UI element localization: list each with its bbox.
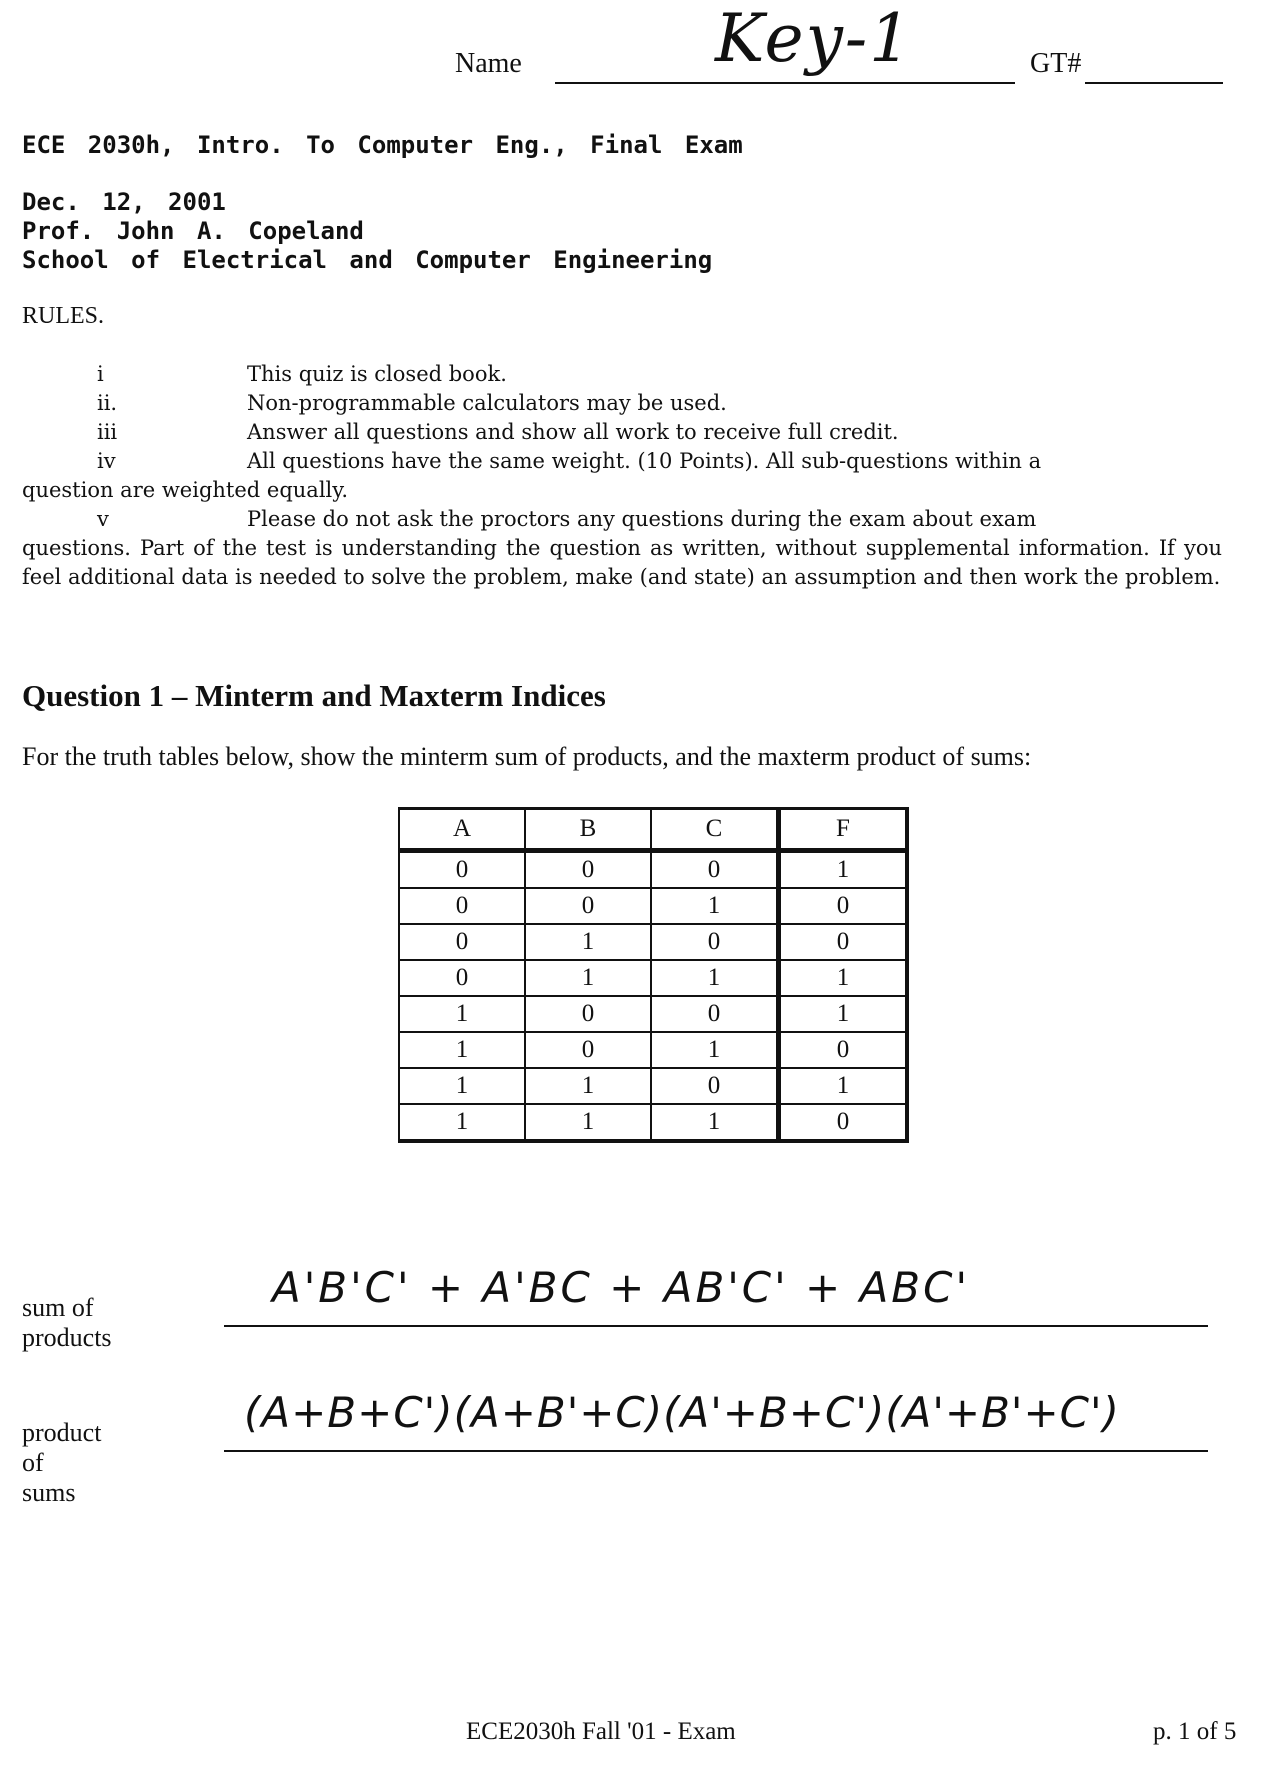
truth-table-row bbox=[399, 1068, 907, 1104]
rule-item bbox=[22, 418, 1222, 447]
truth-table-cell: 1 bbox=[399, 1068, 525, 1104]
rule-number: v bbox=[97, 507, 109, 531]
truth-table-cell: 1 bbox=[399, 1104, 525, 1141]
rule-number: i bbox=[97, 362, 104, 386]
pos-label: product of sums bbox=[22, 1418, 102, 1507]
truth-table-cell: 1 bbox=[651, 960, 779, 996]
sop-line bbox=[224, 1325, 1208, 1327]
truth-table-row bbox=[399, 996, 907, 1032]
pos-line bbox=[224, 1450, 1208, 1452]
truth-table-cell: 0 bbox=[525, 996, 651, 1032]
truth-table-cell: 1 bbox=[779, 996, 908, 1032]
truth-table-cell: 1 bbox=[399, 996, 525, 1032]
name-line bbox=[555, 82, 1015, 84]
truth-table-row bbox=[399, 924, 907, 960]
truth-table-cell: 1 bbox=[779, 1068, 908, 1104]
question-title: Question 1 – Minterm and Maxterm Indices bbox=[22, 678, 606, 713]
truth-table bbox=[398, 807, 909, 1143]
rule-item bbox=[22, 447, 1222, 505]
truth-table-cell: 0 bbox=[651, 996, 779, 1032]
truth-table-cell: 0 bbox=[779, 1032, 908, 1068]
truth-table-cell: 1 bbox=[525, 924, 651, 960]
rule-continuation: question are weighted equally. bbox=[22, 478, 349, 502]
rule-continuation: questions. Part of the test is understanding the question as written, without supplemental information. If you feel additional data is needed to solve the problem, make (and state) an assumption and then work the problem. bbox=[22, 536, 1222, 589]
truth-table-cell: 1 bbox=[399, 1032, 525, 1068]
truth-table-cell: 1 bbox=[651, 1032, 779, 1068]
truth-table-cell: 1 bbox=[651, 1104, 779, 1141]
rule-item bbox=[22, 360, 1222, 389]
truth-table-cell: 1 bbox=[525, 1104, 651, 1141]
rule-text: Answer all questions and show all work to receive full credit. bbox=[247, 420, 899, 444]
truth-table-cell: 0 bbox=[779, 1104, 908, 1141]
header-f: F bbox=[779, 809, 908, 851]
truth-table-cell: 0 bbox=[779, 924, 908, 960]
gt-line bbox=[1085, 82, 1223, 84]
truth-table-cell: 0 bbox=[399, 924, 525, 960]
truth-table-body bbox=[399, 851, 907, 1142]
truth-table-row bbox=[399, 888, 907, 924]
rule-text: This quiz is closed book. bbox=[247, 362, 507, 386]
truth-table-row bbox=[399, 1032, 907, 1068]
course-title: ECE 2030h, Intro. To Computer Eng., Final Exam bbox=[22, 131, 743, 159]
rule-item bbox=[22, 505, 1222, 592]
truth-table-cell: 0 bbox=[779, 888, 908, 924]
pos-handwritten-value: (A+B+C')(A+B'+C)(A'+B+C')(A'+B'+C') bbox=[244, 1388, 1120, 1437]
truth-table-cell: 0 bbox=[651, 1068, 779, 1104]
gt-label: GT# bbox=[1030, 48, 1082, 79]
question-prompt: For the truth tables below, show the minterm sum of products, and the maxterm product of sums: bbox=[22, 742, 1032, 771]
rules-list bbox=[22, 360, 1222, 592]
truth-table-cell: 1 bbox=[779, 960, 908, 996]
exam-date: Dec. 12, 2001 bbox=[22, 188, 226, 216]
header-c: C bbox=[651, 809, 779, 851]
truth-table-cell: 1 bbox=[651, 888, 779, 924]
rules-title: RULES. bbox=[22, 303, 105, 329]
truth-table-cell: 0 bbox=[525, 851, 651, 889]
rule-text: Non-programmable calculators may be used. bbox=[247, 391, 727, 415]
truth-table-cell: 0 bbox=[525, 1032, 651, 1068]
truth-table-cell: 0 bbox=[399, 888, 525, 924]
footer-course: ECE2030h Fall '01 - Exam bbox=[466, 1718, 736, 1745]
rule-number: ii. bbox=[97, 391, 118, 415]
page-number: p. 1 of 5 bbox=[1153, 1718, 1237, 1745]
truth-table-cell: 1 bbox=[779, 851, 908, 889]
rule-number: iii bbox=[97, 420, 118, 444]
truth-table-row bbox=[399, 960, 907, 996]
truth-table-cell: 0 bbox=[399, 960, 525, 996]
sop-label: sum of products bbox=[22, 1293, 112, 1352]
truth-table-header bbox=[399, 809, 907, 851]
school: School of Electrical and Computer Engineering bbox=[22, 246, 713, 274]
truth-table-row bbox=[399, 1104, 907, 1141]
truth-table-cell: 0 bbox=[651, 851, 779, 889]
rule-text: All questions have the same weight. (10 Points). All sub-questions within a bbox=[247, 449, 1042, 473]
name-label: Name bbox=[455, 48, 522, 79]
professor: Prof. John A. Copeland bbox=[22, 217, 364, 245]
header-b: B bbox=[525, 809, 651, 851]
truth-table-cell: 0 bbox=[525, 888, 651, 924]
header-a: A bbox=[399, 809, 525, 851]
exam-meta bbox=[22, 188, 712, 275]
truth-table-cell: 0 bbox=[399, 851, 525, 889]
truth-table-cell: 1 bbox=[525, 960, 651, 996]
sop-handwritten-value: A'B'C' + A'BC + AB'C' + ABC' bbox=[272, 1263, 970, 1312]
rule-number: iv bbox=[97, 449, 116, 473]
truth-table-row bbox=[399, 851, 907, 889]
rule-item bbox=[22, 389, 1222, 418]
truth-table-cell: 0 bbox=[651, 924, 779, 960]
name-handwritten-value: Key-1 bbox=[715, 0, 914, 77]
truth-table-cell: 1 bbox=[525, 1068, 651, 1104]
name-row bbox=[455, 0, 1225, 90]
rule-text: Please do not ask the proctors any questions during the exam about exam bbox=[247, 507, 1037, 531]
